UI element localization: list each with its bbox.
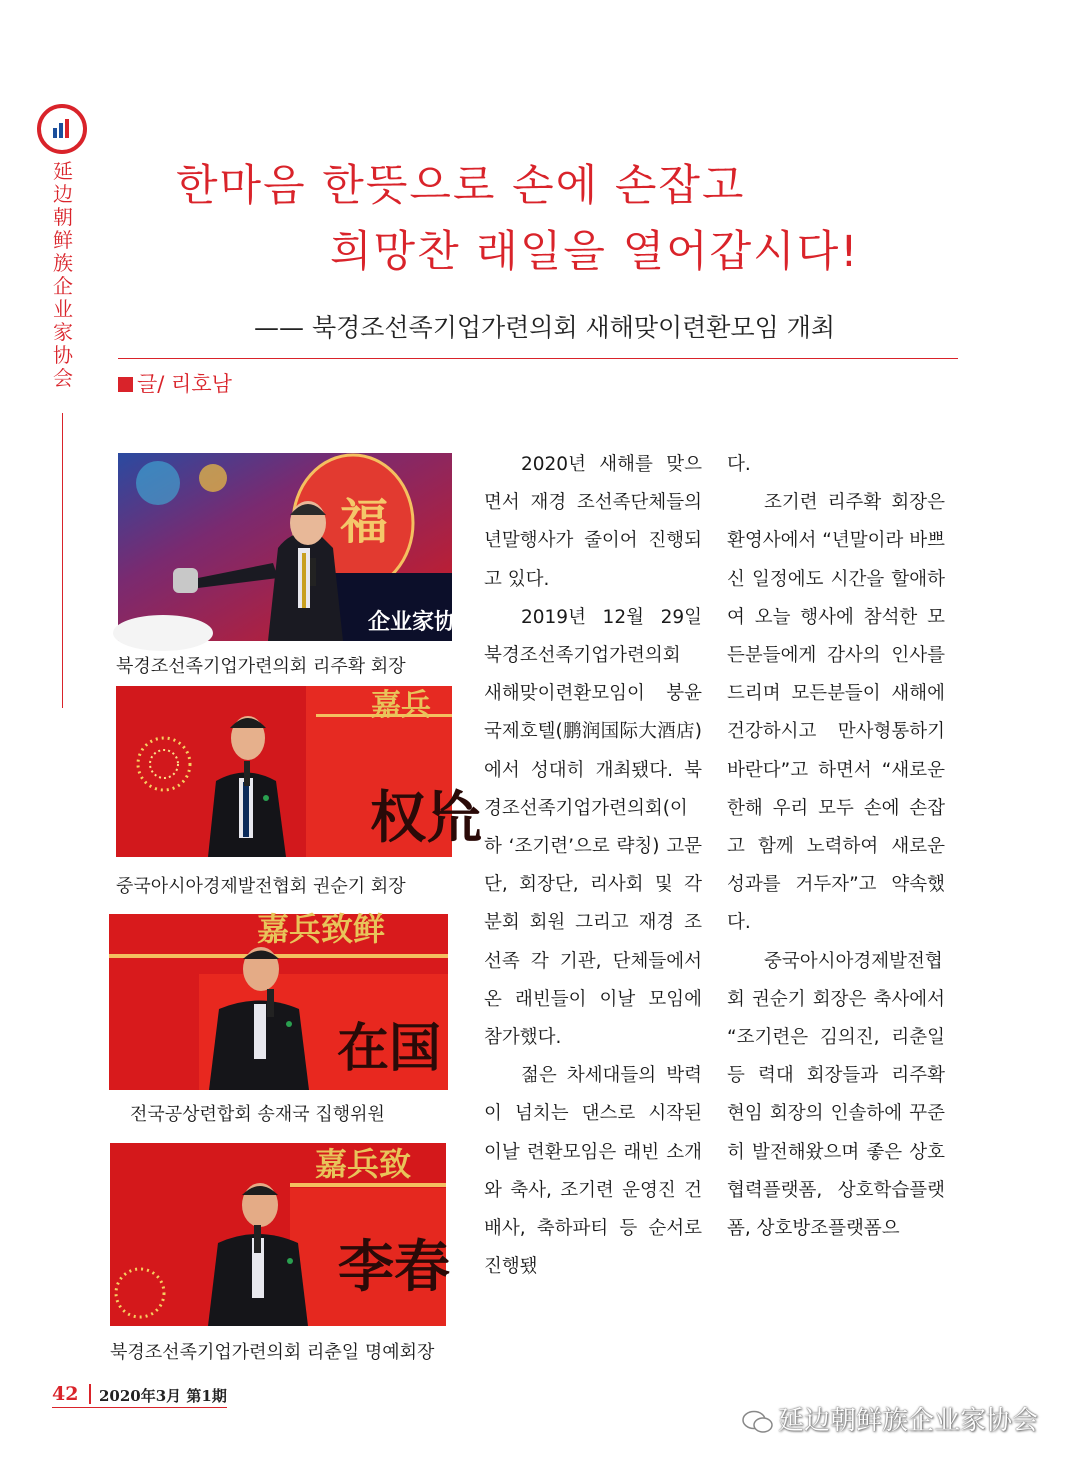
byline — [118, 368, 232, 398]
photo-4-banner-char: 嘉兵致 — [315, 1145, 412, 1183]
byline-text: 글/ 리호남 — [137, 372, 232, 396]
page-number: 42 — [52, 1383, 79, 1405]
photo-3 — [109, 910, 448, 1090]
article-column-1 — [484, 446, 702, 1286]
photo-4-caption: 북경조선족기업가련의회 리춘일 명예회장 — [110, 1342, 435, 1363]
photo-3-sign-text: 在国 — [337, 1018, 442, 1079]
col2-paragraph-2: 조기련 리주확 회장은 환영사에서 “년말이라 바쁘신 일정에도 시간을 할애하여 오늘 행사에 참석한 모든분들에게 감사의 인사를 드리며 모든분들이 새해에 건강하시고 만사형통하기 바란다”고 하면서 “새로운 한해 우리 모두 손에 손잡고 함께 노력하여 새로운 성과를 거두자”고 약속했다. — [727, 492, 945, 934]
col1-paragraph-2: 2019년 12월 29일 북경조선족기업가련의회 새해맞이련환모임이 붕윤국제호텔(鹏润国际大酒店)에서 성대히 개최됐다. 북경조선족기업가련의회(이하 ‘조기련’으로 략칭) 고문단, 회장단, 리사회 및 각 분회 회원 그리고 재경 조선족 각 기관, 단체들에서 온 래빈들이 이날 모임에 참가했다. — [484, 606, 702, 1049]
logo-bars-icon — [51, 118, 73, 140]
photo-1-banner-char: 福 — [340, 494, 389, 550]
photo-2-banner-char: 嘉兵 — [371, 688, 431, 723]
wechat-icon — [742, 1410, 774, 1434]
headline-line-1: 한마음 한뜻으로 손에 손잡고 — [176, 161, 746, 211]
col1-paragraph-3: 젊은 차세대들의 박력이 넘치는 댄스로 시작된 이날 련환모임은 래빈 소개와 축사, 조기련 운영진 건배사, 축하파티 등 순서로 진행됐 — [484, 1065, 702, 1278]
footer-rule — [52, 1407, 227, 1408]
photo-1 — [118, 453, 457, 641]
photo-3-banner-char: 嘉兵致鲜 — [257, 910, 386, 948]
side-divider — [62, 413, 63, 708]
square-bullet-icon — [118, 377, 133, 392]
headline-line-2: 희망찬 래일을 열어갑시다! — [330, 227, 860, 277]
photo-2-caption: 중국아시아경제발전협회 권순기 회장 — [116, 876, 406, 897]
subheadline: —— 북경조선족기업가련의회 새해맞이련환모임 개최 — [254, 313, 835, 342]
watermark-text: 延边朝鲜族企业家协会 — [778, 1406, 1039, 1436]
photo-2 — [116, 686, 482, 857]
photo-2-sign-text: 权㠩 — [370, 785, 482, 851]
col2-paragraph-3: 중국아시아경제발전협회 권순기 회장은 축사에서 “조기련은 김의진, 리춘일 등 력대 회장들과 리주확 현임 회장의 인솔하에 꾸준히 발전해왔으며 좋은 상호협력플랫폼, 상호학습플랫폼, 상호방조플랫폼으 — [727, 950, 945, 1240]
col1-paragraph-1: 2020년 새해를 맞으면서 재경 조선족단체들의 년말행사가 줄이어 진행되고 있다. — [484, 454, 702, 590]
col2-paragraph-1: 다. — [727, 454, 751, 475]
footer-divider — [89, 1384, 91, 1404]
photo-4-sign-text: 李春 — [338, 1234, 450, 1300]
photo-4 — [110, 1143, 450, 1326]
photo-1-caption: 북경조선족기업가련의회 리주확 회장 — [116, 656, 406, 677]
title-rule — [118, 358, 958, 359]
issue-label: 2020年3月 第1期 — [99, 1387, 227, 1405]
photo-3-caption: 전국공상련합회 송재국 집행위원 — [130, 1104, 385, 1125]
article-column-2 — [727, 446, 945, 1248]
vertical-magazine-title: 延边朝鲜族企业家协会 — [53, 159, 73, 390]
photo-1-sign-text: 企业家协 — [368, 609, 457, 635]
